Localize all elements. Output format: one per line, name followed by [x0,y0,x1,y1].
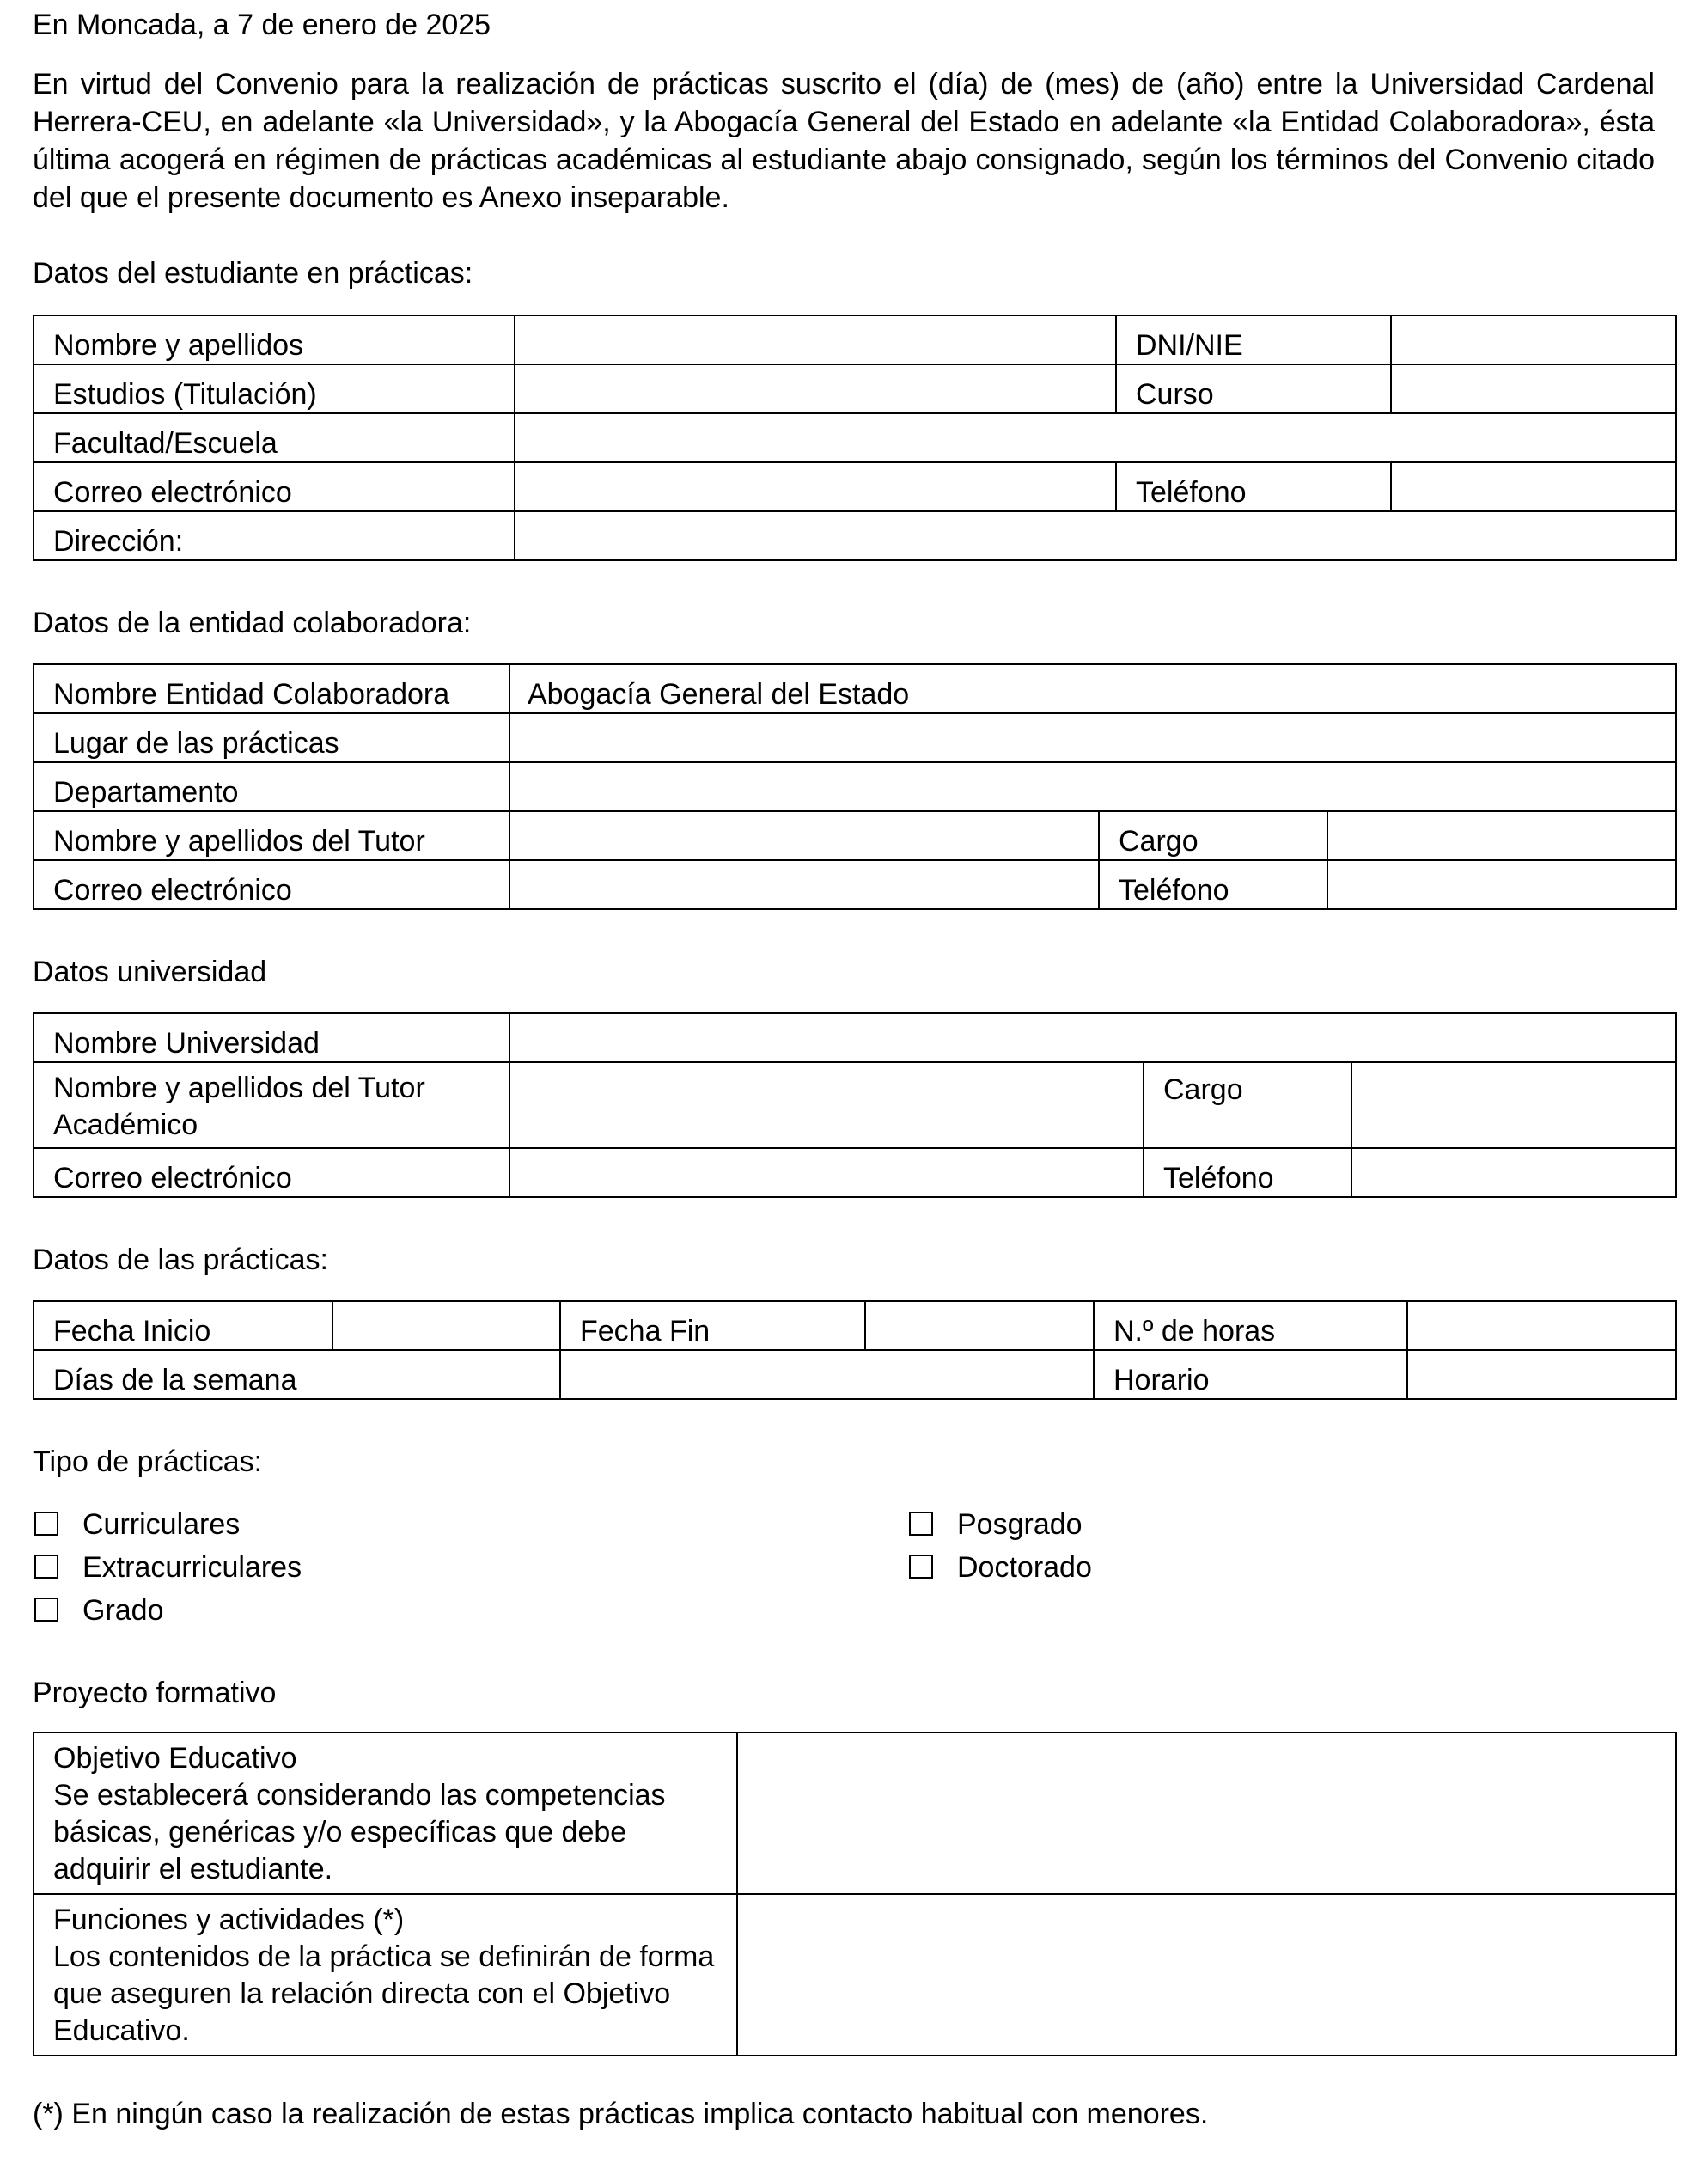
footnote: (*) En ningún caso la realización de estas prácticas implica contacto habitual con menores. [33,2098,1209,2130]
checkbox-doctorado[interactable] [907,1550,1092,1585]
university-table [33,1012,1677,1198]
project-functions-label: Funciones y actividades (*) [53,1903,405,1936]
table-row [34,364,1676,413]
project-objective-cell [34,1732,737,1894]
table-row [34,664,1676,713]
checkbox-posgrado[interactable] [907,1507,1083,1542]
university-tutor-field[interactable] [509,1062,1144,1148]
university-heading: Datos universidad [33,956,267,988]
table-row [34,413,1676,462]
internship-days-field[interactable] [560,1350,1094,1399]
project-objective-label: Objetivo Educativo [53,1742,297,1775]
table-row [34,1301,1676,1350]
table-row [34,1062,1676,1148]
university-name-label: Nombre Universidad [34,1013,509,1062]
table-row [34,713,1676,762]
table-row [34,1013,1676,1062]
date-line: En Moncada, a 7 de enero de 2025 [33,9,491,41]
student-course-field[interactable] [1391,364,1676,413]
university-name-field[interactable] [509,1013,1676,1062]
student-faculty-label: Facultad/Escuela [34,413,515,462]
entity-table [33,663,1677,910]
university-tutor-label: Nombre y apellidos del Tutor Académico [34,1062,509,1148]
internship-schedule-field[interactable] [1407,1350,1676,1399]
checkbox-extracurriculares[interactable] [33,1550,302,1585]
student-name-field[interactable] [515,315,1116,364]
entity-name-label: Nombre Entidad Colaboradora [34,664,509,713]
project-table [33,1732,1677,2056]
project-functions-desc: Los contenidos de la práctica se definirán de forma que aseguren la relación directa con el Objetivo Educativo. [53,1940,715,2047]
internship-end-label: Fecha Fin [560,1301,865,1350]
internship-schedule-label: Horario [1094,1350,1407,1399]
internship-heading: Datos de las prácticas: [33,1243,328,1276]
internship-start-label: Fecha Inicio [34,1301,332,1350]
checkbox-square-icon[interactable] [909,1555,933,1579]
entity-dept-field[interactable] [509,762,1676,811]
checkbox-grado[interactable] [33,1593,164,1628]
table-row [34,860,1676,909]
table-row [34,811,1676,860]
project-functions-field[interactable] [737,1894,1676,2056]
checkbox-square-icon[interactable] [34,1555,58,1579]
internship-start-field[interactable] [332,1301,560,1350]
entity-position-field[interactable] [1327,811,1676,860]
entity-tutor-label: Nombre y apellidos del Tutor [34,811,509,860]
entity-email-field[interactable] [509,860,1099,909]
student-address-label: Dirección: [34,511,515,560]
entity-name-value[interactable]: Abogacía General del Estado [509,664,1676,713]
student-dni-label: DNI/NIE [1116,315,1391,364]
table-row [34,1350,1676,1399]
table-row [34,511,1676,560]
checkbox-square-icon[interactable] [34,1598,58,1622]
table-row [34,1148,1676,1197]
project-functions-cell [34,1894,737,2056]
student-email-label: Correo electrónico [34,462,515,511]
project-objective-field[interactable] [737,1732,1676,1894]
types-heading: Tipo de prácticas: [33,1445,263,1478]
entity-position-label: Cargo [1099,811,1327,860]
checkbox-label: Extracurriculares [82,1551,302,1584]
internship-end-field[interactable] [865,1301,1094,1350]
student-studies-field[interactable] [515,364,1116,413]
student-phone-field[interactable] [1391,462,1676,511]
checkbox-label: Curriculares [82,1508,241,1541]
student-heading: Datos del estudiante en prácticas: [33,257,473,290]
entity-tutor-field[interactable] [509,811,1099,860]
checkbox-square-icon[interactable] [34,1512,58,1536]
table-row [34,315,1676,364]
university-position-field[interactable] [1351,1062,1676,1148]
student-studies-label: Estudios (Titulación) [34,364,515,413]
entity-dept-label: Departamento [34,762,509,811]
university-phone-field[interactable] [1351,1148,1676,1197]
entity-place-field[interactable] [509,713,1676,762]
checkbox-label: Grado [82,1594,164,1627]
checkbox-curriculares[interactable] [33,1507,240,1542]
student-faculty-field[interactable] [515,413,1676,462]
checkbox-label: Doctorado [957,1551,1092,1584]
university-email-label: Correo electrónico [34,1148,509,1197]
intro-paragraph: En virtud del Convenio para la realización de prácticas suscrito el (día) de (mes) de (año) entre la Universidad Cardenal Herrera-CEU, en adelante «la Universidad», y la Abogacía General del Estado en adelante «la Entidad Colaboradora», ésta última acogerá en régimen de prácticas académicas al estudiante abajo consignado, según los términos del Convenio citado del que el presente documento es Anexo inseparable. [33,68,1655,214]
student-address-field[interactable] [515,511,1676,560]
project-heading: Proyecto formativo [33,1677,277,1709]
table-row [34,762,1676,811]
student-course-label: Curso [1116,364,1391,413]
checkbox-square-icon[interactable] [909,1512,933,1536]
student-table [33,315,1677,561]
table-row [34,1732,1676,1894]
entity-phone-label: Teléfono [1099,860,1327,909]
project-objective-desc: Se establecerá considerando las competencias básicas, genéricas y/o específicas que debe adquirir el estudiante. [53,1779,666,1885]
internship-table [33,1300,1677,1400]
types-checkbox-group [33,1502,1675,1640]
student-email-field[interactable] [515,462,1116,511]
internship-hours-label: N.º de horas [1094,1301,1407,1350]
table-row [34,1894,1676,2056]
entity-heading: Datos de la entidad colaboradora: [33,607,472,639]
university-email-field[interactable] [509,1148,1144,1197]
entity-phone-field[interactable] [1327,860,1676,909]
entity-email-label: Correo electrónico [34,860,509,909]
internship-hours-field[interactable] [1407,1301,1676,1350]
student-dni-field[interactable] [1391,315,1676,364]
university-phone-label: Teléfono [1144,1148,1351,1197]
student-phone-label: Teléfono [1116,462,1391,511]
table-row [34,462,1676,511]
university-position-label: Cargo [1144,1062,1351,1148]
checkbox-label: Posgrado [957,1508,1083,1541]
student-name-label: Nombre y apellidos [34,315,515,364]
entity-place-label: Lugar de las prácticas [34,713,509,762]
internship-days-label: Días de la semana [34,1350,560,1399]
